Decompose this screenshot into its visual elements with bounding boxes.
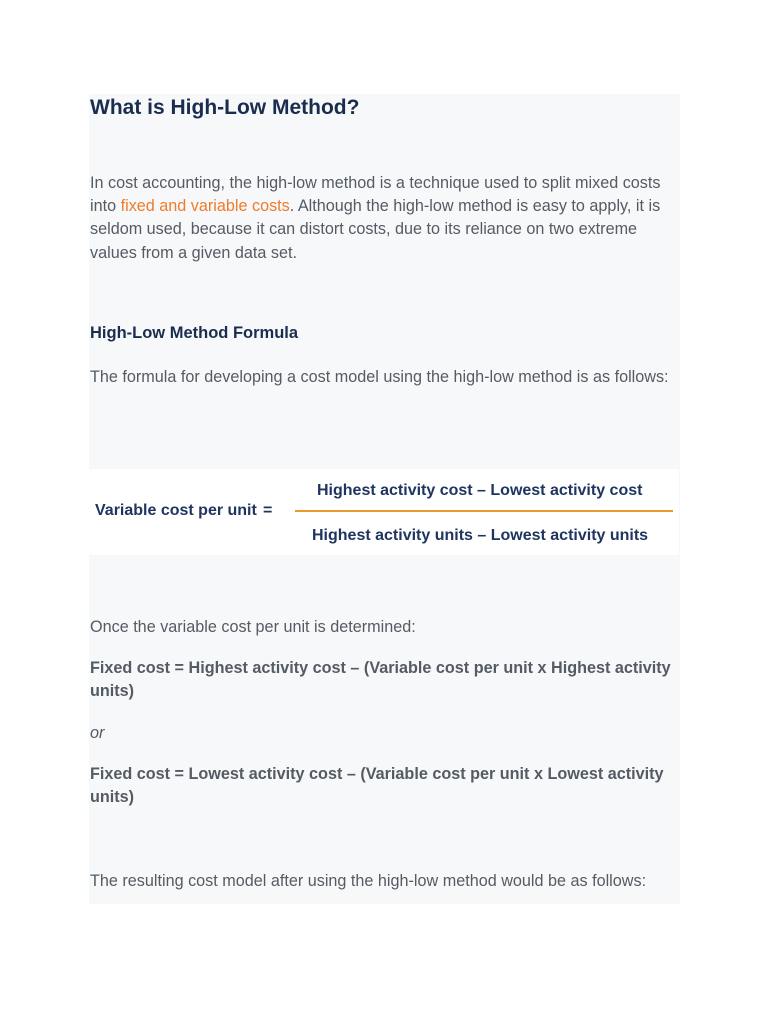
formula-section-heading: High-Low Method Formula <box>90 324 299 342</box>
intro-paragraph <box>90 172 680 265</box>
formula-denominator: Highest activity units – Lowest activity units <box>312 527 649 544</box>
formula-fraction-line <box>295 510 673 512</box>
after-formula-paragraph: Once the variable cost per unit is determined: <box>90 618 416 636</box>
page-title: What is High-Low Method? <box>90 96 360 119</box>
fixed-cost-low-formula: Fixed cost = Lowest activity cost – (Variable cost per unit x Lowest activity units) <box>90 765 664 807</box>
result-paragraph: The resulting cost model after using the high-low method would be as follows: <box>90 872 647 890</box>
intro-text-after-link: . Although the high-low method is easy to apply, it is seldom used, because it can distort costs, due to its reliance on two extreme values from a given data set. <box>90 197 661 262</box>
formula-numerator: Highest activity cost – Lowest activity cost <box>317 482 643 499</box>
formula-lhs: Variable cost per unit <box>95 502 257 519</box>
formula-image <box>89 469 679 555</box>
formula-equals-sign: = <box>263 502 273 519</box>
fixed-variable-costs-link[interactable]: fixed and variable costs <box>120 197 290 216</box>
intro-text-before-link: In cost accounting, the high-low method is a technique used to split mixed costs into <box>90 174 661 216</box>
formula-intro-paragraph: The formula for developing a cost model using the high-low method is as follows: <box>90 368 669 386</box>
fixed-cost-high-formula: Fixed cost = Highest activity cost – (Variable cost per unit x Highest activity units) <box>90 659 671 701</box>
or-text: or <box>90 724 105 742</box>
